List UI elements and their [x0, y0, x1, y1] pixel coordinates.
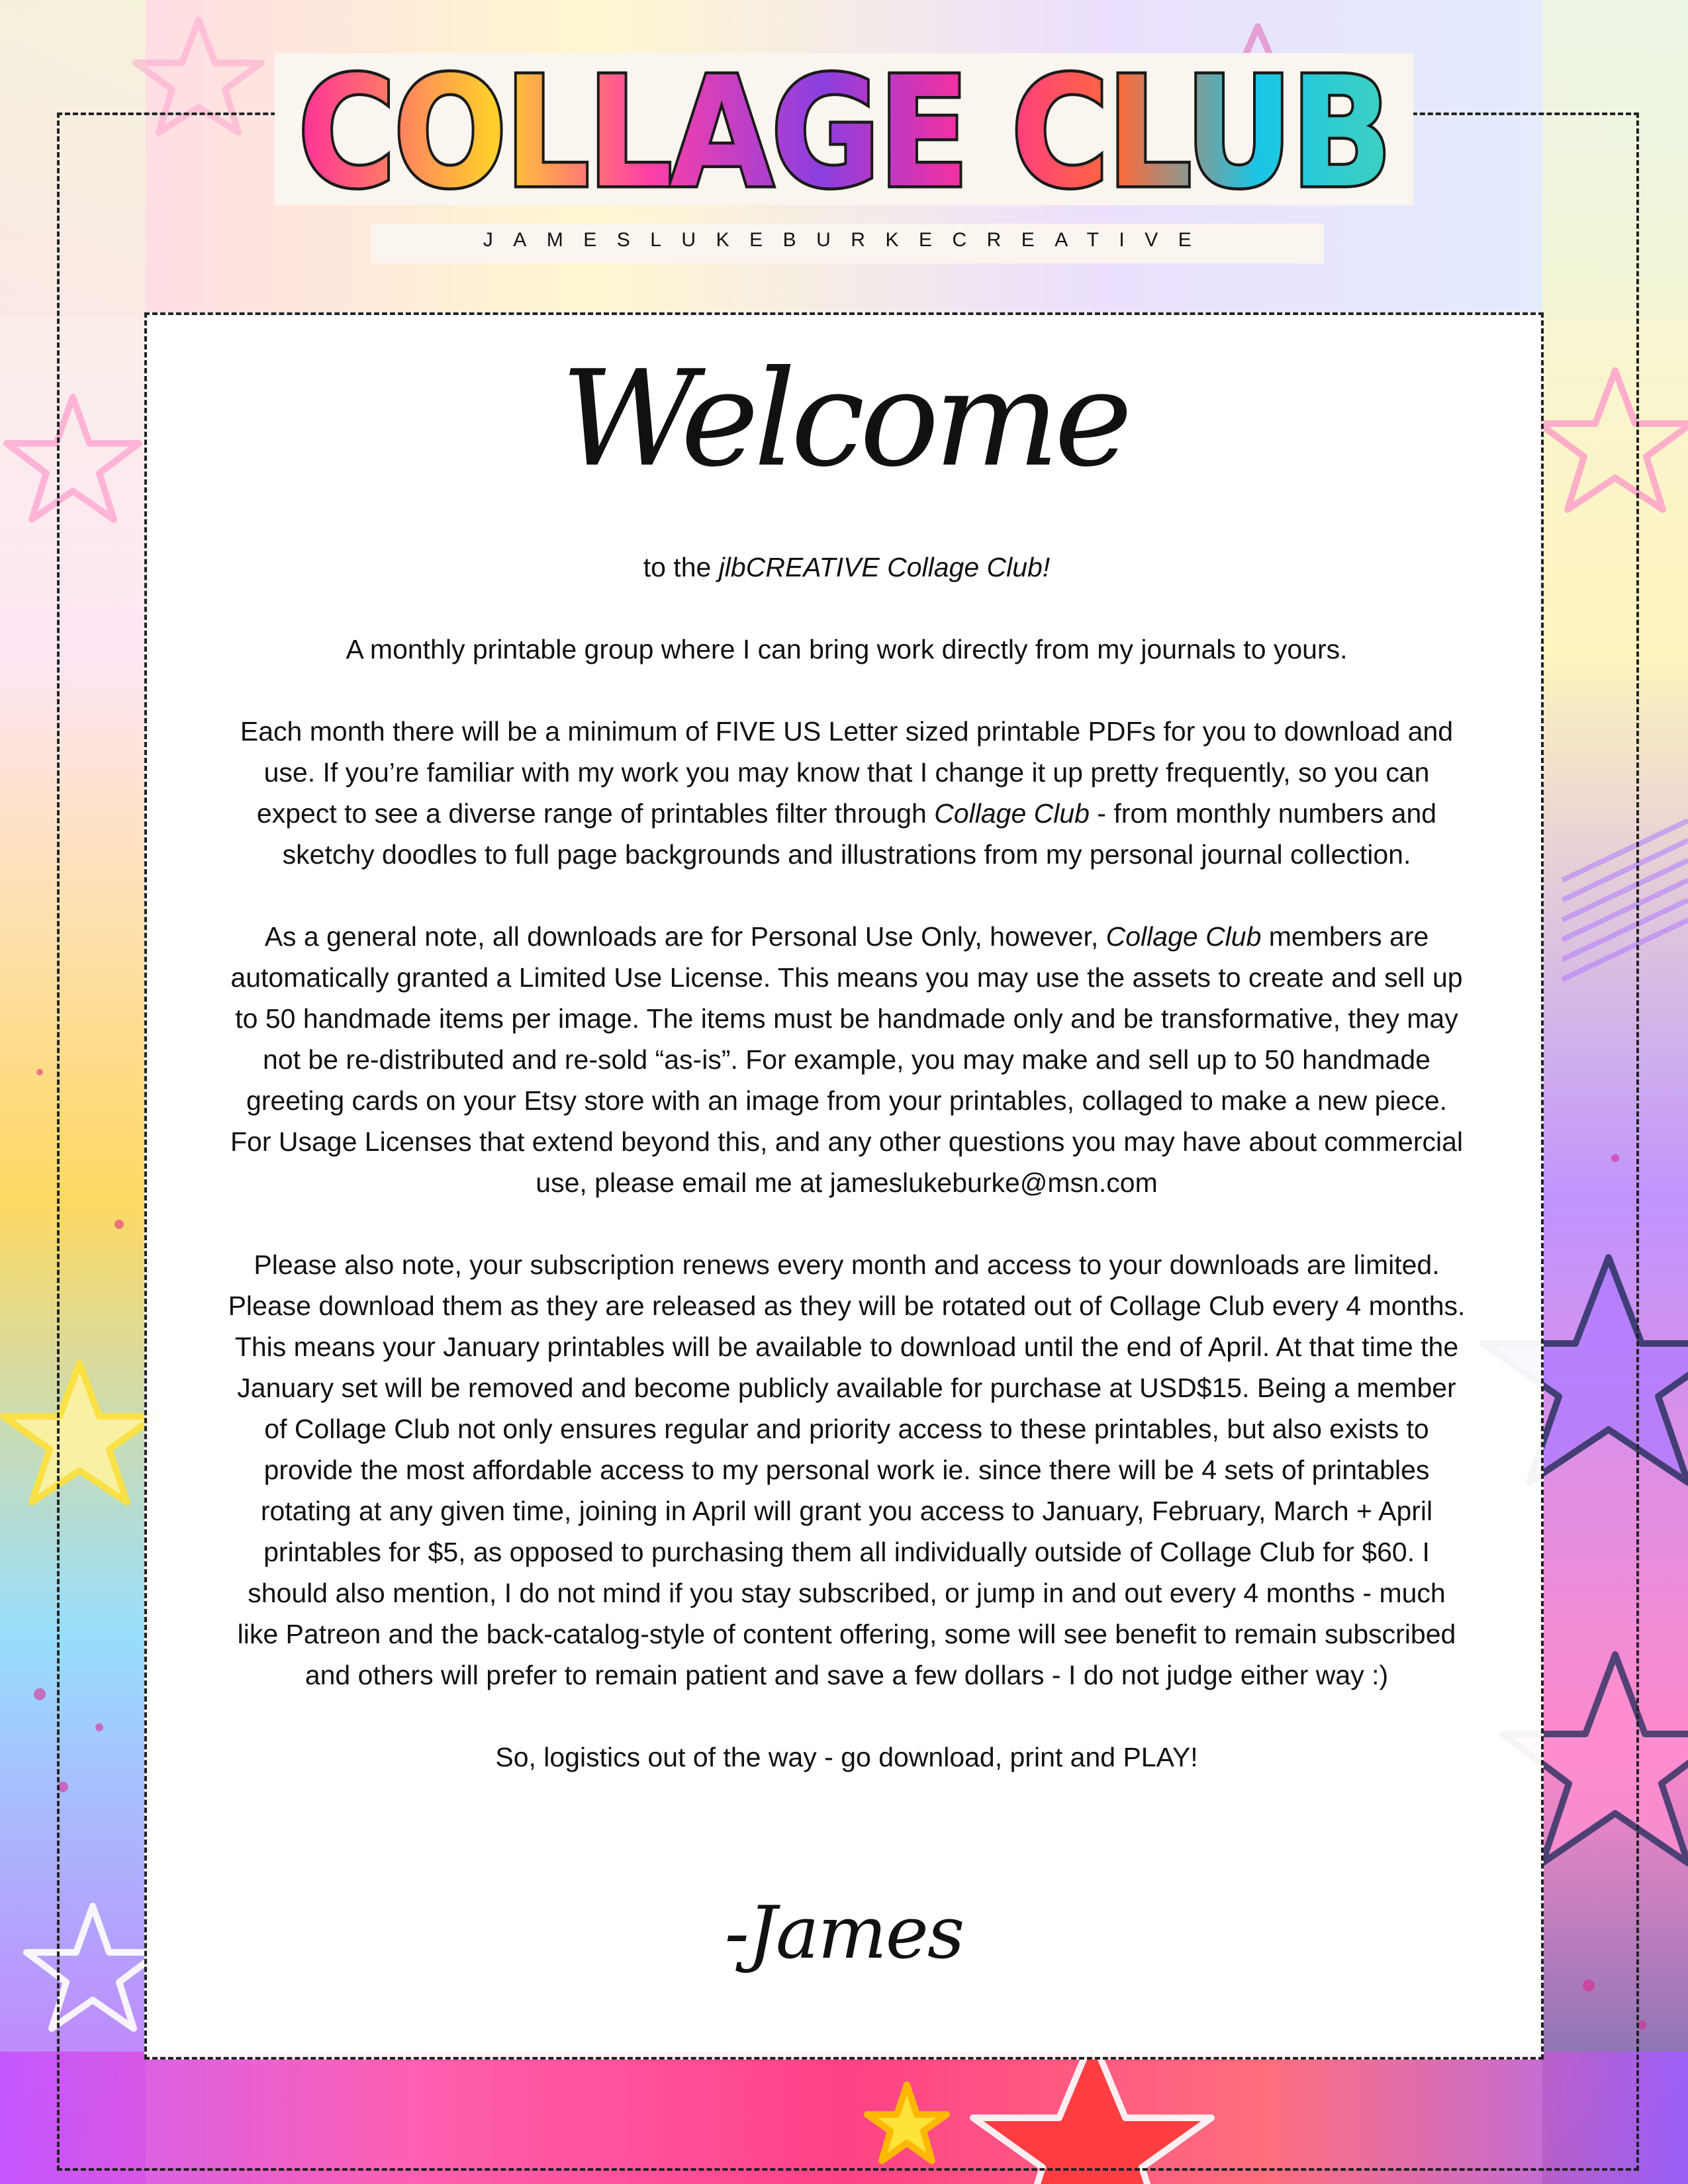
letter-body	[226, 547, 1467, 1819]
paragraph-3	[226, 916, 1467, 1203]
paragraph-4: Please also note, your subscription renews every month and access to your downloads are limited. Please download them as they are released as they will be rotated out of Collage Club every 4 months. This means your January printables will be available to download until the end of April. At that time the January set will be removed and become publicly available for purchase at USD$15. Being a member of Collage Club not only ensures regular and priority access to these printables, but also exists to provide the most affordable access to my personal work ie. since there will be 4 sets of printables rotating at any given time, joining in April will grant you access to January, February, March + April printables for $5, as opposed to purchasing them all individually outside of Collage Club for $60. I should also mention, I do not mind if you stay subscribed, or jump in and out every 4 months - much like Patreon and the back-catalog-style of content offering, some will see benefit to remain subscribed and others will prefer to remain patient and save a few dollars - I do not judge either way :)	[228, 1250, 1466, 1690]
letter-panel	[144, 312, 1544, 2060]
paragraph-2-part-1: Each month there will be a minimum of FIVE US Letter sized printable PDFs for you to download and use. If you’re familiar with my work you may know that I change it up pretty frequently, so you can expect to see a diverse range of printables filter through	[240, 716, 1454, 829]
intro-line	[226, 547, 1467, 588]
paragraph-3-emphasis: Collage Club	[1105, 921, 1262, 952]
paragraph-3-part-2: members are automatically granted a Limited Use License. This means you may use the assets to create and sell up to 50 handmade items per image. The items must be handmade only and be transformative, they may not be re-distributed and re-sold “as-is”. For example, you may make and sell up to 50 handmade greeting cards on your Etsy store with an image from your printables, collaged to make a new piece. For Usage Licenses that extend beyond this, and any other questions you may have about commercial use, please email me at jameslukeburke@msn.com	[230, 921, 1464, 1198]
paragraph-3-part-1: As a general note, all downloads are for Personal Use Only, however,	[264, 921, 1106, 952]
logo-text: COLLAGE CLUB	[298, 45, 1390, 222]
paragraph-5: So, logistics out of the way - go download, print and PLAY!	[495, 1742, 1198, 1772]
intro-prefix: to the	[643, 552, 719, 582]
collage-club-logo	[291, 45, 1397, 222]
paragraph-2-emphasis: Collage Club	[934, 798, 1090, 829]
paragraph-1: A monthly printable group where I can bring work directly from my journals to yours.	[346, 634, 1348, 664]
welcome-heading: Welcome	[560, 342, 1127, 496]
club-name: jlbCREATIVE Collage Club!	[718, 552, 1051, 582]
signature: -James	[724, 1890, 964, 1975]
paragraph-2	[226, 711, 1467, 875]
paragraph-2-part-2: - from monthly numbers and sketchy doodles to full page backgrounds and illustrations from my personal journal collection.	[282, 798, 1437, 870]
brand-line: JAMESLUKEBURKECREATIVE	[483, 229, 1212, 251]
